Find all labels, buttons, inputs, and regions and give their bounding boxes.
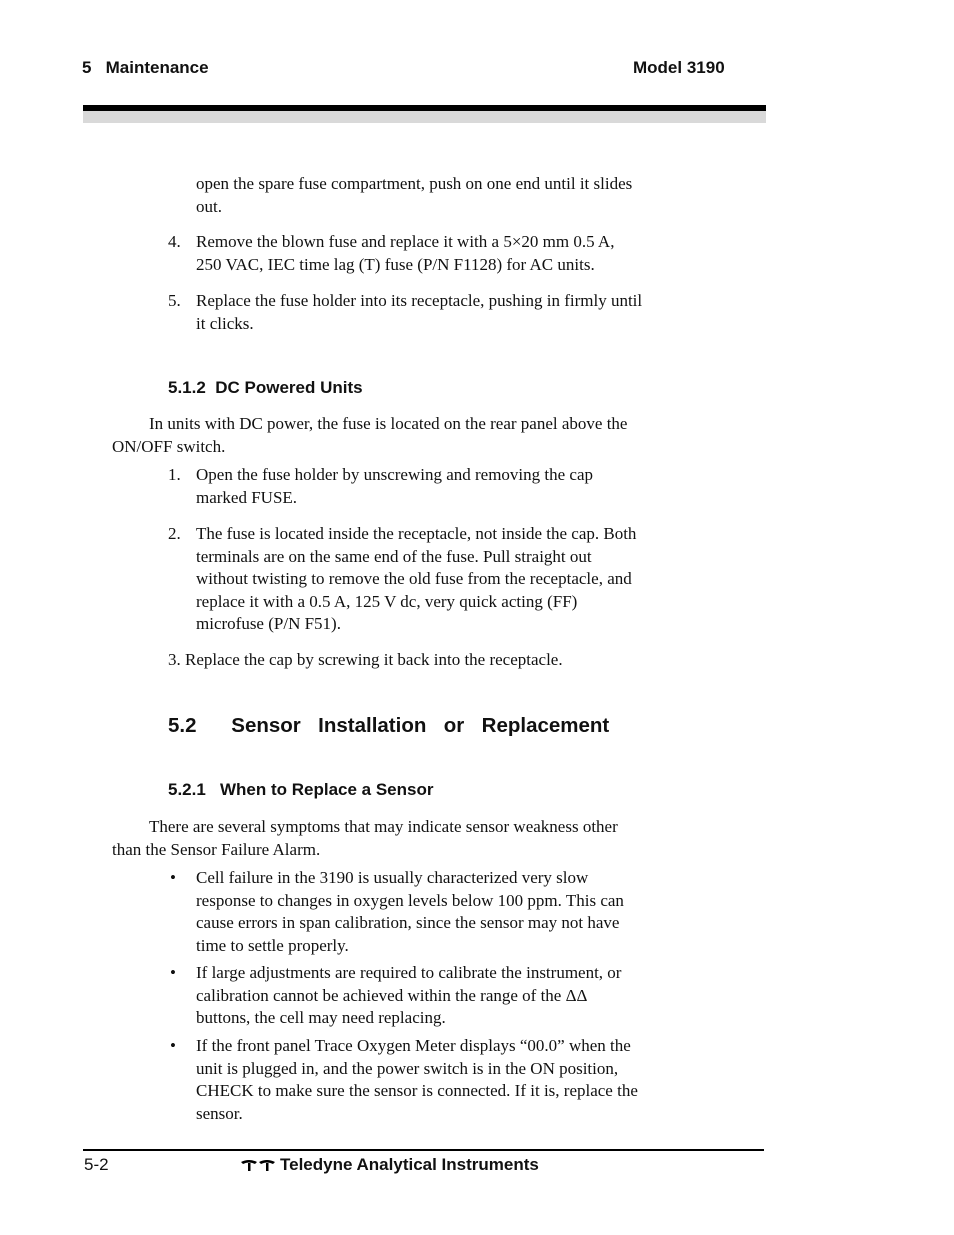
bullet-text: Cell failure in the 3190 is usually characterized very slow response to changes in oxygen levels below 100 ppm. This can cause errors in span calibration, since the sensor may not have time to settle properly. bbox=[196, 868, 624, 955]
teledyne-logo-icon bbox=[240, 1158, 276, 1172]
step-number: 4. bbox=[168, 232, 181, 251]
step-text: 3. Replace the cap by screwing it back into the receptacle. bbox=[168, 650, 563, 669]
footer-brand-text: Teledyne Analytical Instruments bbox=[280, 1155, 539, 1174]
running-header-model: Model 3190 bbox=[633, 58, 725, 77]
bullet-text: If large adjustments are required to calibrate the instrument, or calibration cannot be achieved within the range of the ΔΔ buttons, the cell may need replacing. bbox=[196, 963, 622, 1027]
section-heading-5-1-2: 5.1.2 DC Powered Units bbox=[168, 378, 363, 397]
step-text: Remove the blown fuse and replace it with a 5×20 mm 0.5 A, 250 VAC, IEC time lag (T) fuse (P/N F1128) for AC units. bbox=[196, 232, 615, 274]
footer-rule bbox=[83, 1149, 764, 1151]
bullet-marker: • bbox=[170, 868, 176, 887]
footer-brand bbox=[240, 1155, 539, 1175]
bullet-text: If the front panel Trace Oxygen Meter displays “00.0” when the unit is plugged in, and the power switch is in the ON position, CHECK to make sure the sensor is connected. If it is, replace the sensor. bbox=[196, 1036, 638, 1123]
continued-step-text: open the spare fuse compartment, push on one end until it slides out. bbox=[196, 174, 633, 216]
step-text: Open the fuse holder by unscrewing and removing the cap marked FUSE. bbox=[196, 465, 594, 507]
step-number: 1. bbox=[168, 465, 181, 484]
step-text: The fuse is located inside the receptacle, not inside the cap. Both terminals are on the same end of the fuse. Pull straight out without twisting to remove the old fuse from the receptacle, and replace it with a 0.5 A, 125 V dc, very quick acting (FF) microfuse (P/N F51). bbox=[196, 524, 637, 633]
step-number: 5. bbox=[168, 291, 181, 310]
section-heading-5-2: 5.2 Sensor Installation or Replacement bbox=[168, 714, 610, 737]
step-text: Replace the fuse holder into its receptacle, pushing in firmly until it clicks. bbox=[196, 291, 643, 333]
intro-paragraph: In units with DC power, the fuse is located on the rear panel above the bbox=[149, 414, 628, 433]
intro-paragraph: There are several symptoms that may indicate sensor weakness other bbox=[149, 817, 618, 836]
section-heading-5-2-1: 5.2.1 When to Replace a Sensor bbox=[168, 780, 434, 799]
bullet-marker: • bbox=[170, 1036, 176, 1055]
step-number: 2. bbox=[168, 524, 181, 543]
intro-paragraph-cont: than the Sensor Failure Alarm. bbox=[112, 840, 321, 859]
page-number: 5-2 bbox=[84, 1155, 109, 1174]
intro-paragraph-cont: ON/OFF switch. bbox=[112, 437, 226, 456]
bullet-marker: • bbox=[170, 963, 176, 982]
running-header-chapter: 5 Maintenance bbox=[82, 58, 209, 77]
header-shade-bar bbox=[83, 111, 766, 123]
